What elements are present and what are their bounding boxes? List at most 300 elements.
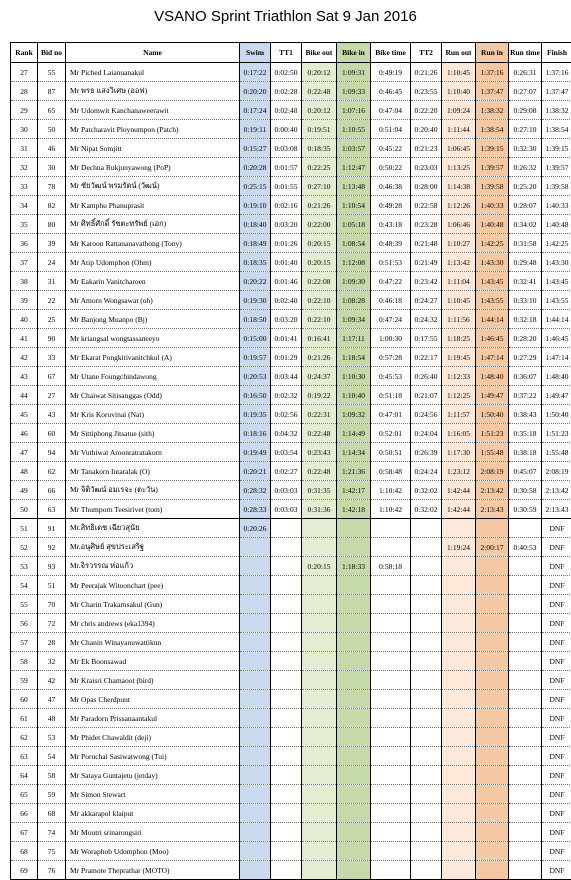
cell-bike-out: 0:20:12: [302, 63, 337, 82]
table-row: [11, 158, 571, 177]
cell-bike-in: [337, 823, 371, 842]
cell-name: Mr Dechna Rukjunyawong (PoP): [66, 158, 240, 177]
cell-run-in: 2:13:42: [476, 481, 509, 500]
cell-swim: [240, 804, 271, 823]
cell-tt1: [271, 728, 302, 747]
cell-finish: 1:43:30: [542, 253, 571, 272]
cell-run-in: 1:40:33: [476, 196, 509, 215]
cell-name: Mr chris andrews (eka1394): [66, 614, 240, 633]
cell-bid-no: 54: [38, 747, 66, 766]
cell-run-out: 1:09:24: [442, 101, 476, 120]
col-header-bike-time: Bike time: [371, 43, 411, 63]
cell-run-time: 0:27:10: [509, 120, 542, 139]
cell-run-time: 0:34:02: [509, 215, 542, 234]
cell-bid-no: 72: [38, 614, 66, 633]
table-row: [11, 177, 571, 196]
cell-swim: 0:16:50: [240, 386, 271, 405]
cell-bike-in: 1:12:47: [337, 158, 371, 177]
cell-run-out: 1:12:33: [442, 367, 476, 386]
cell-run-in: [476, 614, 509, 633]
cell-bike-time: [371, 519, 411, 538]
cell-bike-time: 0:52:01: [371, 424, 411, 443]
table-row: [11, 842, 571, 861]
cell-run-out: 1:06:45: [442, 139, 476, 158]
cell-tt1: [271, 576, 302, 595]
cell-bike-out: [302, 614, 337, 633]
cell-swim: 0:20:20: [240, 82, 271, 101]
cell-tt1: 0:02:48: [271, 101, 302, 120]
cell-run-out: [442, 842, 476, 861]
cell-rank: 52: [11, 538, 38, 557]
cell-run-out: 1:10:40: [442, 82, 476, 101]
cell-bike-out: [302, 747, 337, 766]
cell-rank: 57: [11, 633, 38, 652]
table-row: [11, 405, 571, 424]
table-row: [11, 652, 571, 671]
cell-finish: 2:08:19: [542, 462, 571, 481]
cell-bike-out: 0:22:31: [302, 405, 337, 424]
cell-bid-no: 66: [38, 481, 66, 500]
cell-run-out: 1:19:45: [442, 348, 476, 367]
cell-bid-no: 74: [38, 823, 66, 842]
cell-finish: 1:43:55: [542, 291, 571, 310]
cell-tt2: 0:23:28: [411, 215, 442, 234]
cell-bike-in: 1:09:34: [337, 310, 371, 329]
cell-swim: [240, 747, 271, 766]
cell-name: Mr Karoon Rattananavathong (Tony): [66, 234, 240, 253]
cell-name: Mr Thumporn Teesirivet (tom): [66, 500, 240, 519]
cell-run-in: 1:50:40: [476, 405, 509, 424]
cell-name: Mr จิติวัฒน์ อมเรจะ (ตะวัน): [66, 481, 240, 500]
cell-tt2: [411, 804, 442, 823]
cell-rank: 51: [11, 519, 38, 538]
cell-finish: DNF: [542, 823, 571, 842]
cell-bike-in: 1:13:48: [337, 177, 371, 196]
cell-bid-no: 22: [38, 291, 66, 310]
table-row: [11, 766, 571, 785]
cell-tt2: 0:20:40: [411, 120, 442, 139]
cell-rank: 55: [11, 595, 38, 614]
cell-bike-time: [371, 728, 411, 747]
cell-finish: 1:40:48: [542, 215, 571, 234]
cell-bid-no: 94: [38, 443, 66, 462]
cell-bid-no: 55: [38, 63, 66, 82]
cell-bike-time: 1:00:30: [371, 329, 411, 348]
cell-bid-no: 90: [38, 329, 66, 348]
cell-tt1: [271, 861, 302, 880]
cell-swim: [240, 766, 271, 785]
cell-name: Mr Tanakorn Intaralak (O): [66, 462, 240, 481]
cell-tt2: [411, 519, 442, 538]
cell-bid-no: 91: [38, 519, 66, 538]
cell-tt1: 0:02:50: [271, 63, 302, 82]
col-header-run-time: Run time: [509, 43, 542, 63]
cell-name: Mr ชัยวัฒน์ พรมรัตน์ (วัฒน์): [66, 177, 240, 196]
cell-run-out: [442, 519, 476, 538]
table-row: [11, 443, 571, 462]
col-header-run-out: Run out: [442, 43, 476, 63]
table-row: [11, 462, 571, 481]
cell-bid-no: 48: [38, 709, 66, 728]
cell-run-time: 0:27:29: [509, 348, 542, 367]
cell-rank: 59: [11, 671, 38, 690]
cell-bike-time: [371, 747, 411, 766]
cell-bike-in: 1:08:28: [337, 291, 371, 310]
cell-rank: 49: [11, 481, 38, 500]
cell-rank: 66: [11, 804, 38, 823]
cell-bike-time: 0:50:22: [371, 158, 411, 177]
table-row: [11, 291, 571, 310]
cell-run-time: [509, 785, 542, 804]
cell-finish: 1:43:45: [542, 272, 571, 291]
cell-name: Mr Utane Foungchindawong: [66, 367, 240, 386]
table-row: [11, 823, 571, 842]
cell-swim: 0:19:11: [240, 120, 271, 139]
cell-run-out: [442, 557, 476, 576]
cell-tt1: 0:01:26: [271, 234, 302, 253]
cell-swim: [240, 785, 271, 804]
cell-name: Mr Opas Cherdpunt: [66, 690, 240, 709]
cell-bike-time: [371, 785, 411, 804]
cell-tt1: [271, 785, 302, 804]
cell-tt2: [411, 538, 442, 557]
cell-swim: 0:18:40: [240, 215, 271, 234]
cell-run-out: 1:11:44: [442, 120, 476, 139]
cell-bike-time: [371, 842, 411, 861]
cell-bid-no: 70: [38, 595, 66, 614]
cell-rank: 29: [11, 101, 38, 120]
cell-run-in: [476, 595, 509, 614]
cell-bike-time: 0:43:18: [371, 215, 411, 234]
cell-bid-no: 50: [38, 120, 66, 139]
table-row: [11, 728, 571, 747]
cell-bike-in: 1:03:57: [337, 139, 371, 158]
cell-bike-in: [337, 652, 371, 671]
cell-bike-out: [302, 766, 337, 785]
cell-swim: [240, 595, 271, 614]
cell-tt2: [411, 595, 442, 614]
cell-swim: 0:20:53: [240, 367, 271, 386]
cell-name: Mr Poruchai Sasiwatwong (Tui): [66, 747, 240, 766]
cell-tt1: [271, 766, 302, 785]
cell-rank: 56: [11, 614, 38, 633]
cell-name: Mr.สิทธิเดช เฉียวสุนัย: [66, 519, 240, 538]
cell-run-out: [442, 633, 476, 652]
cell-finish: DNF: [542, 747, 571, 766]
cell-run-in: 1:46:45: [476, 329, 509, 348]
cell-bike-out: [302, 652, 337, 671]
cell-tt2: 0:23:55: [411, 82, 442, 101]
cell-run-in: [476, 823, 509, 842]
cell-tt1: 0:03:20: [271, 310, 302, 329]
cell-bike-in: [337, 538, 371, 557]
cell-finish: DNF: [542, 576, 571, 595]
cell-tt2: [411, 842, 442, 861]
cell-bike-in: [337, 804, 371, 823]
cell-bike-in: 1:10:55: [337, 120, 371, 139]
cell-finish: 1:51:23: [542, 424, 571, 443]
cell-rank: 33: [11, 177, 38, 196]
cell-run-time: 0:32:18: [509, 310, 542, 329]
cell-run-time: [509, 576, 542, 595]
cell-run-out: 1:11:56: [442, 310, 476, 329]
cell-bike-time: 0:51:04: [371, 120, 411, 139]
cell-finish: DNF: [542, 614, 571, 633]
cell-run-time: [509, 709, 542, 728]
cell-tt1: [271, 804, 302, 823]
cell-finish: 1:47:14: [542, 348, 571, 367]
cell-bid-no: 75: [38, 842, 66, 861]
cell-name: Mr Charin Trakarnsakul (Gun): [66, 595, 240, 614]
cell-bike-out: 0:22:10: [302, 310, 337, 329]
cell-run-time: [509, 595, 542, 614]
cell-run-time: [509, 652, 542, 671]
cell-bike-in: 1:42:18: [337, 500, 371, 519]
cell-tt1: 0:03:20: [271, 215, 302, 234]
cell-finish: 1:40:33: [542, 196, 571, 215]
cell-run-in: [476, 804, 509, 823]
cell-finish: 1:39:58: [542, 177, 571, 196]
cell-swim: 0:19:30: [240, 291, 271, 310]
cell-swim: 0:17:24: [240, 101, 271, 120]
cell-run-out: [442, 595, 476, 614]
cell-bid-no: 39: [38, 234, 66, 253]
cell-bike-time: 0:51:18: [371, 386, 411, 405]
cell-bike-out: [302, 804, 337, 823]
cell-bike-out: 0:22:48: [302, 82, 337, 101]
cell-rank: 28: [11, 82, 38, 101]
table-row: [11, 196, 571, 215]
cell-tt1: 0:03:03: [271, 500, 302, 519]
cell-bike-out: [302, 728, 337, 747]
table-row: [11, 785, 571, 804]
cell-finish: 2:13:42: [542, 481, 571, 500]
cell-run-in: 1:39:58: [476, 177, 509, 196]
cell-run-time: 0:25:20: [509, 177, 542, 196]
cell-bike-time: [371, 804, 411, 823]
cell-bike-out: 0:20:15: [302, 253, 337, 272]
cell-bid-no: 46: [38, 139, 66, 158]
cell-swim: [240, 690, 271, 709]
cell-run-out: 1:11:04: [442, 272, 476, 291]
table-row: [11, 329, 571, 348]
cell-run-in: [476, 842, 509, 861]
cell-run-out: [442, 747, 476, 766]
cell-tt1: 0:01:55: [271, 177, 302, 196]
cell-bid-no: 51: [38, 576, 66, 595]
cell-rank: 60: [11, 690, 38, 709]
table-row: [11, 709, 571, 728]
table-row: [11, 253, 571, 272]
cell-run-out: 1:23:12: [442, 462, 476, 481]
cell-rank: 27: [11, 63, 38, 82]
cell-tt2: 0:22:58: [411, 196, 442, 215]
cell-bike-in: 1:09:31: [337, 63, 371, 82]
cell-run-time: 0:36:07: [509, 367, 542, 386]
cell-bid-no: 80: [38, 215, 66, 234]
cell-run-time: 0:33:10: [509, 291, 542, 310]
cell-name: Mr Piched Laianuanakul: [66, 63, 240, 82]
cell-rank: 69: [11, 861, 38, 880]
results-body: [11, 63, 571, 880]
cell-name: Mr Chanin Winayanuwattikun: [66, 633, 240, 652]
cell-name: Mr Amorn Wongsawat (oh): [66, 291, 240, 310]
cell-finish: DNF: [542, 595, 571, 614]
cell-run-time: 0:40:53: [509, 538, 542, 557]
cell-bid-no: 31: [38, 272, 66, 291]
cell-name: Mr Pramote Theprathar (MOTO): [66, 861, 240, 880]
cell-bid-no: 28: [38, 633, 66, 652]
cell-tt2: [411, 861, 442, 880]
cell-bid-no: 47: [38, 690, 66, 709]
cell-bid-no: 30: [38, 158, 66, 177]
cell-finish: 1:37:16: [542, 63, 571, 82]
cell-tt2: 0:21:48: [411, 234, 442, 253]
cell-run-time: [509, 804, 542, 823]
cell-tt1: [271, 671, 302, 690]
cell-name: Mr Peerajak Witoonchart (pee): [66, 576, 240, 595]
cell-run-in: 1:55:48: [476, 443, 509, 462]
cell-bike-time: 1:10:42: [371, 481, 411, 500]
cell-tt1: [271, 519, 302, 538]
cell-run-out: [442, 804, 476, 823]
cell-bike-out: [302, 785, 337, 804]
cell-run-time: [509, 671, 542, 690]
cell-finish: DNF: [542, 709, 571, 728]
cell-finish: 1:46:45: [542, 329, 571, 348]
cell-name: Mr Vuthiwat Aroonratratakorn: [66, 443, 240, 462]
cell-tt2: 0:32:02: [411, 481, 442, 500]
cell-bid-no: 65: [38, 101, 66, 120]
cell-name: Mr Kamphu Phanuprasit: [66, 196, 240, 215]
cell-bid-no: 76: [38, 861, 66, 880]
cell-run-in: 2:00:17: [476, 538, 509, 557]
cell-bike-time: 0:58:18: [371, 557, 411, 576]
cell-tt1: [271, 538, 302, 557]
cell-bike-in: 1:08:54: [337, 234, 371, 253]
cell-bike-time: 0:45:53: [371, 367, 411, 386]
cell-bid-no: 58: [38, 766, 66, 785]
cell-bike-in: 1:07:16: [337, 101, 371, 120]
cell-tt1: [271, 652, 302, 671]
cell-bike-out: 0:31:36: [302, 500, 337, 519]
header-row: [11, 43, 571, 63]
cell-tt2: [411, 652, 442, 671]
cell-run-in: [476, 728, 509, 747]
cell-rank: 53: [11, 557, 38, 576]
cell-run-in: 1:42:25: [476, 234, 509, 253]
cell-run-out: 1:06:46: [442, 215, 476, 234]
cell-name: Mr Kris Koruvinai (Nat): [66, 405, 240, 424]
cell-swim: [240, 728, 271, 747]
cell-swim: 0:25:15: [240, 177, 271, 196]
table-row: [11, 557, 571, 576]
cell-run-out: 1:11:57: [442, 405, 476, 424]
cell-rank: 42: [11, 348, 38, 367]
cell-tt2: 0:22:17: [411, 348, 442, 367]
cell-bike-time: 0:57:28: [371, 348, 411, 367]
cell-run-out: 1:10:45: [442, 291, 476, 310]
cell-bike-time: [371, 766, 411, 785]
cell-bike-time: 0:47:24: [371, 310, 411, 329]
cell-finish: DNF: [542, 785, 571, 804]
table-row: [11, 63, 571, 82]
cell-run-time: 0:29:48: [509, 253, 542, 272]
cell-tt2: [411, 823, 442, 842]
cell-bike-in: 1:18:54: [337, 348, 371, 367]
cell-run-time: [509, 823, 542, 842]
cell-bike-in: 1:42:17: [337, 481, 371, 500]
cell-tt2: 0:21:23: [411, 139, 442, 158]
cell-run-out: 1:18:25: [442, 329, 476, 348]
cell-name: Mr Ekarat Pongkitivanitchkul (A): [66, 348, 240, 367]
cell-bike-in: [337, 690, 371, 709]
cell-bike-time: [371, 671, 411, 690]
cell-rank: 65: [11, 785, 38, 804]
cell-name: Mr Nipat Somjitt: [66, 139, 240, 158]
cell-bid-no: 62: [38, 462, 66, 481]
cell-bike-in: [337, 614, 371, 633]
cell-rank: 68: [11, 842, 38, 861]
cell-bike-time: [371, 709, 411, 728]
cell-tt2: [411, 728, 442, 747]
cell-bike-time: [371, 576, 411, 595]
cell-bike-out: 0:31:35: [302, 481, 337, 500]
cell-finish: 1:39:57: [542, 158, 571, 177]
cell-bike-out: 0:18:35: [302, 139, 337, 158]
cell-swim: [240, 823, 271, 842]
cell-tt2: [411, 633, 442, 652]
cell-run-time: 0:29:08: [509, 101, 542, 120]
cell-run-time: [509, 633, 542, 652]
cell-tt2: [411, 766, 442, 785]
cell-tt2: 0:24:27: [411, 291, 442, 310]
cell-rank: 47: [11, 443, 38, 462]
cell-bike-out: [302, 595, 337, 614]
cell-tt2: 0:17:55: [411, 329, 442, 348]
cell-tt1: 0:04:32: [271, 424, 302, 443]
cell-tt1: [271, 633, 302, 652]
col-header-bid-no: Bid no: [38, 43, 66, 63]
cell-swim: [240, 614, 271, 633]
cell-run-time: 0:28:07: [509, 196, 542, 215]
cell-tt1: [271, 842, 302, 861]
cell-bike-time: 0:58:48: [371, 462, 411, 481]
cell-finish: DNF: [542, 538, 571, 557]
cell-bike-time: [371, 652, 411, 671]
cell-run-in: 1:43:55: [476, 291, 509, 310]
cell-bike-in: [337, 766, 371, 785]
cell-tt1: [271, 614, 302, 633]
cell-tt2: [411, 671, 442, 690]
cell-run-out: [442, 652, 476, 671]
cell-run-time: [509, 861, 542, 880]
cell-rank: 63: [11, 747, 38, 766]
cell-tt2: 0:24:04: [411, 424, 442, 443]
cell-bike-out: 0:22:25: [302, 158, 337, 177]
cell-run-in: 1:44:14: [476, 310, 509, 329]
cell-name: Mr Paradorn Prissanaantakul: [66, 709, 240, 728]
table-row: [11, 481, 571, 500]
cell-bid-no: 78: [38, 177, 66, 196]
cell-run-out: 1:42:44: [442, 481, 476, 500]
cell-tt2: [411, 709, 442, 728]
cell-swim: 0:17:22: [240, 63, 271, 82]
cell-rank: 45: [11, 405, 38, 424]
col-header-tt1: TT1: [271, 43, 302, 63]
col-header-tt2: TT2: [411, 43, 442, 63]
cell-name: Mr Ek Boonsawad: [66, 652, 240, 671]
